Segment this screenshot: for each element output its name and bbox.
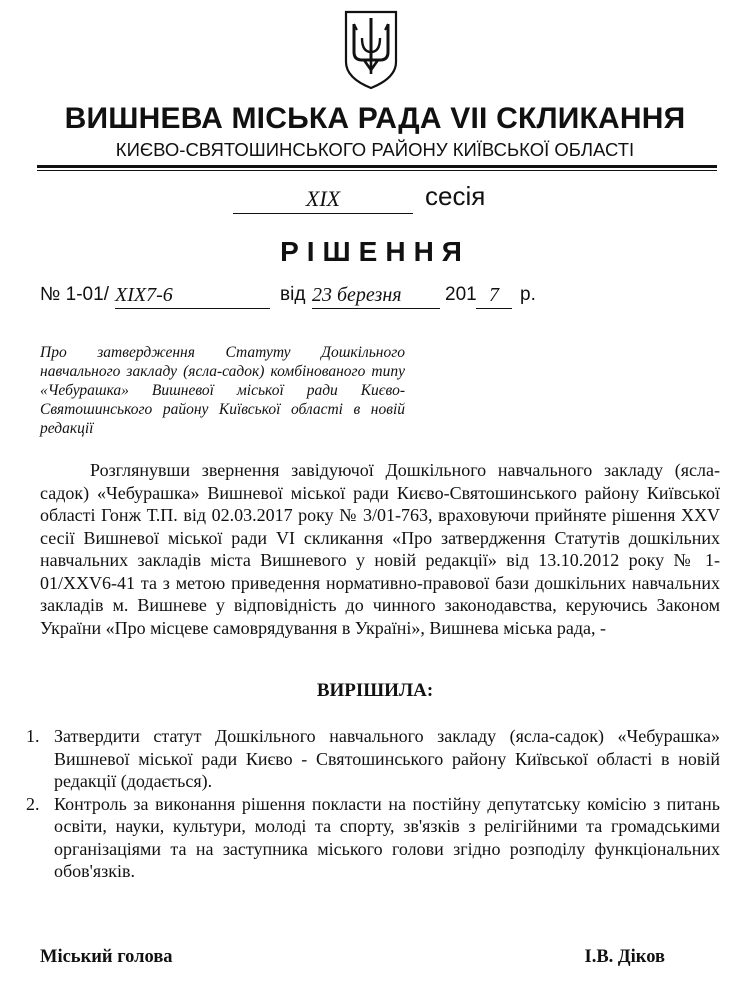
number-prefix: № 1-01/ xyxy=(40,284,109,305)
signatory-title: Міський голова xyxy=(40,947,173,967)
list-item xyxy=(22,793,720,883)
item-text: Затвердити статут Дошкільного навчального закладу (ясла-садок) «Чебурашка» Вишневої міської ради Києво - Святошинського району Київської області в новій редакції (додається). xyxy=(54,726,720,791)
preamble-paragraph: Розглянувши звернення завідуючої Дошкільного навчального закладу (ясла-садок) «Чебурашка» Вишневої міської ради Києво-Святошинського району Київської області Гонж Т.П. від 02.03.2017 року № 3/01-763, враховуючи прийняте рішення XXV сесії Вишневої міської ради VI скликання «Про затвердження Статутів дошкільних навчальних закладів міста Вишневого у новій редакції» від 13.10.2012 року № 1-01/XXV6-41 та з метою приведення нормативно-правової бази дошкільних навчальних закладів м. Вишневе у відповідність до чинного законодавства, керуючись Законом України «Про місцеве самоврядування в Україні», Вишнева міська рада, - xyxy=(40,460,720,638)
header-rule-thin xyxy=(37,170,717,171)
item-text: Контроль за виконання рішення покласти на постійну депутатську комісію з питань освіти, науки, культури, молоді та спорту, зв'язків з релігійними та громадськими організаціями та на заступника міського голови згідно розподілу функціональних обов'язків. xyxy=(54,793,720,881)
year-digit-handwritten: 7 xyxy=(476,284,512,309)
trident-coat-of-arms-icon xyxy=(342,8,400,90)
decision-number-handwritten: XIX7-6 xyxy=(115,284,270,309)
decision-subject: Про затвердження Статуту Дошкільного навчального закладу (ясла-садок) комбінованого типу «Чебурашка» Вишневої міської ради Києво-Святошинського району Київської області в новій редакції xyxy=(40,344,405,437)
item-number: 2. xyxy=(26,793,40,814)
session-number: XIX xyxy=(233,185,413,214)
decision-items xyxy=(22,725,720,883)
year-prefix: 201 xyxy=(445,284,477,305)
header-rule-thick xyxy=(37,165,717,168)
council-district: КИЄВО-СВЯТОШИНСЬКОГО РАЙОНУ КИЇВСЬКОЇ ОБЛАСТІ xyxy=(115,139,635,160)
year-suffix: р. xyxy=(520,284,536,305)
list-item xyxy=(22,725,720,793)
item-number: 1. xyxy=(26,726,40,746)
signatory-name: І.В. Діков xyxy=(584,947,665,967)
council-title: ВИШНЕВА МІСЬКА РАДА VII СКЛИКАННЯ xyxy=(64,102,686,135)
session-label: сесія xyxy=(425,181,486,211)
decision-date-handwritten: 23 березня xyxy=(312,284,440,309)
date-prefix: від xyxy=(280,284,306,305)
decision-title: РІШЕННЯ xyxy=(280,236,470,267)
resolved-heading: ВИРІШИЛА: xyxy=(316,680,434,701)
session-line xyxy=(0,181,750,217)
